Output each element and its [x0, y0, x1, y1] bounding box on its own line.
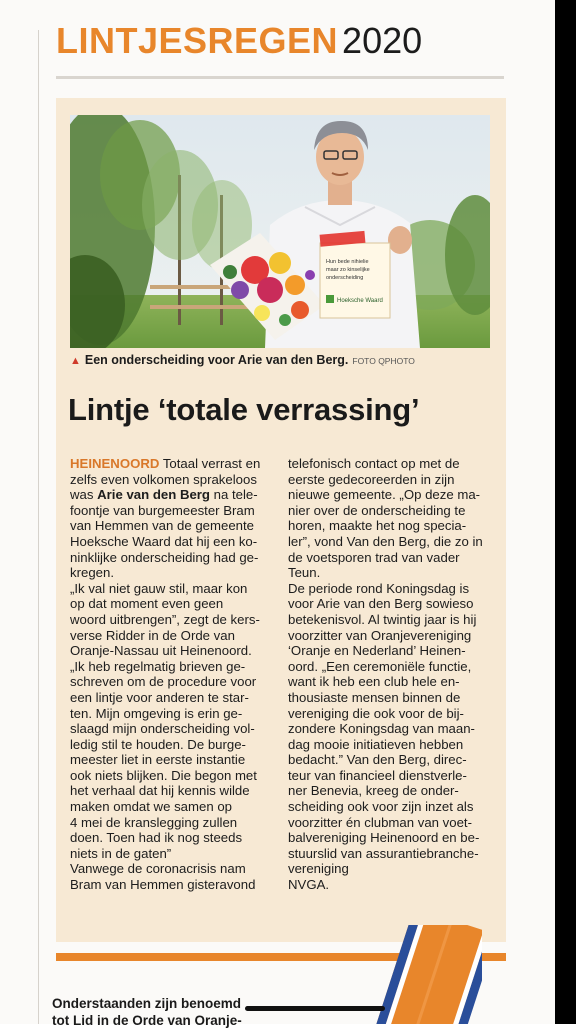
- article-text-segment: voor Arie van den Berg sowieso: [288, 596, 474, 612]
- article-line: [288, 815, 493, 831]
- article-text-segment: HEINENOORD: [70, 456, 160, 471]
- right-black-bar: [555, 0, 576, 1024]
- article-line: [288, 643, 493, 659]
- article-text-segment: zelfs even volkomen sprakeloos: [70, 471, 257, 487]
- article-line: [288, 472, 493, 488]
- column-divider: [38, 30, 39, 1024]
- article-line: [288, 503, 493, 519]
- article-text-segment: Oranje-Nassau uit Heinenoord.: [70, 643, 252, 659]
- article-column-1: [70, 456, 284, 893]
- article-line: [288, 518, 493, 534]
- article-text-segment: NVGA.: [288, 877, 330, 893]
- article-text-segment: nier over de onderscheiding te: [288, 502, 466, 518]
- article-text-segment: teur van financieel dienstverle-: [288, 767, 467, 783]
- article-text-segment: balvereniging Heinenoord en be-: [288, 830, 480, 846]
- article-line: [70, 643, 284, 659]
- article-text-segment: oord. „Een ceremoniële functie,: [288, 658, 472, 674]
- article-headline: Lintje ‘totale verrassing’: [68, 392, 420, 427]
- article-line: [70, 799, 284, 815]
- article-line: [70, 690, 284, 706]
- section-header: [56, 20, 422, 62]
- article-text-segment: schreven om de procedure voor: [70, 674, 257, 690]
- article-line: [288, 768, 493, 784]
- article-line: [288, 487, 493, 503]
- article-text-segment: „Ik heb regelmatig brieven ge-: [70, 658, 246, 674]
- article-column-2: [288, 456, 493, 893]
- article-text-segment: voorzitter van Oranjevereniging: [288, 627, 472, 643]
- article-line: [70, 550, 284, 566]
- article-line: [288, 706, 493, 722]
- article-text-segment: Teun.: [288, 565, 321, 581]
- article-text-segment: vereniging die ook voor de bij-: [288, 705, 464, 721]
- header-rule: [56, 76, 504, 79]
- article-line: [288, 612, 493, 628]
- list-intro-line-2: tot Lid in de Orde van Oranje-: [52, 1013, 242, 1028]
- article-text-segment: de voetsporen trad van vader: [288, 549, 460, 565]
- article-photo: [70, 115, 490, 348]
- article-line: [288, 752, 493, 768]
- article-text-segment: thousiaste mensen binnen de: [288, 689, 461, 705]
- photo-illustration: [70, 115, 490, 348]
- list-intro-line-1: Onderstaanden zijn benoemd: [52, 996, 242, 1011]
- article-line: [70, 830, 284, 846]
- home-indicator[interactable]: [245, 1006, 385, 1011]
- article-line: [70, 815, 284, 831]
- article-text-segment: kregen.: [70, 565, 114, 581]
- article-text-segment: ledig stil te houden. De burge-: [70, 736, 246, 752]
- article-line: [288, 799, 493, 815]
- article-line: [70, 487, 284, 503]
- article-line: [288, 830, 493, 846]
- article-line: [70, 768, 284, 784]
- header-title: LINTJESREGEN: [56, 20, 339, 61]
- photo-caption: [70, 353, 415, 367]
- article-line: [70, 877, 284, 893]
- article-text-segment: van Hemmen van de gemeente: [70, 518, 255, 534]
- caption-text: Een onderscheiding voor Arie van den Berg.: [84, 353, 349, 367]
- article-line: [70, 783, 284, 799]
- article-line: [288, 737, 493, 753]
- article-line: [288, 674, 493, 690]
- article-text-segment: Hoeksche Waard dat hij een ko-: [70, 533, 258, 549]
- caption-triangle-icon: ▲: [70, 355, 81, 367]
- article-text-segment: ten. Mijn omgeving is erin ge-: [70, 705, 243, 721]
- article-text-segment: Totaal verrast en: [159, 456, 261, 471]
- article-line: [288, 628, 493, 644]
- svg-text:Hun bede nihielie: Hun bede nihielie: [326, 259, 369, 265]
- article-text-segment: maken omdat we samen op: [70, 799, 232, 815]
- article-line: [288, 877, 493, 893]
- header-year: 2020: [342, 20, 423, 61]
- article-text-segment: zondere Koningsdag van maan-: [288, 721, 475, 737]
- svg-text:Hoeksche Waard: Hoeksche Waard: [337, 298, 383, 304]
- article-text-segment: doen. Toen had ik nog steeds: [70, 830, 243, 846]
- article-line: [288, 783, 493, 799]
- svg-text:onderscheiding: onderscheiding: [326, 275, 364, 281]
- article-text-segment: eerste gedecoreerden in zijn: [288, 471, 455, 487]
- article-line: [70, 861, 284, 877]
- article-text-segment: nieuwe gemeente. „Op deze ma-: [288, 487, 481, 503]
- article-text-segment: ‘Oranje en Nederland’ Heinen-: [288, 643, 466, 659]
- article-text-segment: De periode rond Koningsdag is: [288, 580, 470, 596]
- photo-credit: FOTO QPHOTO: [352, 356, 415, 366]
- article-text-segment: slaagd mijn onderscheiding vol-: [70, 721, 255, 737]
- article-text-segment: telefonisch contact op met de: [288, 456, 460, 471]
- article-line: [288, 861, 493, 877]
- article-line: [70, 737, 284, 753]
- article-line: [288, 690, 493, 706]
- article-line: [288, 565, 493, 581]
- article-text-segment: ner Benevia, kreeg de onder-: [288, 783, 459, 799]
- orange-ribbon-medal: [372, 925, 482, 1024]
- article-text-segment: ninklijke onderscheiding had ge-: [70, 549, 259, 565]
- article-text-segment: woord uitbrengen”, zegt de kers-: [70, 611, 260, 627]
- article-line: [70, 503, 284, 519]
- article-text-segment: want ik heb een club hele en-: [288, 674, 460, 690]
- article-line: [288, 550, 493, 566]
- article-text-segment: na tele-: [210, 487, 258, 503]
- article-line: [288, 581, 493, 597]
- article-line: [70, 846, 284, 862]
- article-text-segment: Bram van Hemmen gisteravond: [70, 877, 256, 893]
- article-text-segment: ook niets blijken. Die begon met: [70, 767, 257, 783]
- article-line: [288, 846, 493, 862]
- article-text-segment: dag mooie initiatieven hebben: [288, 736, 464, 752]
- ribbon-icon: [372, 925, 482, 1024]
- article-line: [70, 628, 284, 644]
- article-line: [288, 596, 493, 612]
- article-text-segment: horen, maakte het nog specia-: [288, 518, 467, 534]
- article-text-segment: stuurslid van assurantiebranche-: [288, 845, 479, 861]
- article-text-segment: „Ik val niet gauw stil, maar kon: [70, 580, 248, 596]
- article-line: [70, 456, 284, 472]
- svg-text:maar zo kinselijke: maar zo kinselijke: [326, 267, 370, 273]
- article-line: [70, 565, 284, 581]
- article-text-segment: bedacht.” Van den Berg, direc-: [288, 752, 467, 768]
- article-line: [288, 456, 493, 472]
- article-line: [70, 706, 284, 722]
- article-text-segment: foontje van burgemeester Bram: [70, 502, 255, 518]
- article-line: [70, 721, 284, 737]
- article-line: [70, 612, 284, 628]
- article-line: [70, 674, 284, 690]
- article-line: [288, 659, 493, 675]
- article-line: [70, 534, 284, 550]
- article-line: [70, 518, 284, 534]
- article-text-segment: scheiding ook voor zijn inzet als: [288, 799, 474, 815]
- article-text-segment: Arie van den Berg: [97, 487, 210, 503]
- article-text-segment: verse Ridder in de Orde van: [70, 627, 235, 643]
- article-text-segment: vereniging: [288, 861, 349, 877]
- article-text-segment: betekenisvol. Al twintig jaar is hij: [288, 611, 477, 627]
- article-text-segment: ler”, vond Van den Berg, die zo in: [288, 533, 483, 549]
- article-text-segment: was: [70, 487, 98, 503]
- article-text-segment: het verhaal dat hij kennis wilde: [70, 783, 250, 799]
- article-line: [70, 581, 284, 597]
- article-text-segment: voorzitter én clubman van voet-: [288, 814, 472, 830]
- article-text-segment: op dat moment even geen: [70, 596, 224, 612]
- article-line: [70, 472, 284, 488]
- article-line: [70, 752, 284, 768]
- article-line: [288, 534, 493, 550]
- article-text-segment: niets in de gaten”: [70, 845, 172, 861]
- article-line: [70, 659, 284, 675]
- article-line: [288, 721, 493, 737]
- article-text-segment: een lintje voor anderen te star-: [70, 689, 249, 705]
- article-line: [70, 596, 284, 612]
- article-text-segment: Vanwege de coronacrisis nam: [70, 861, 246, 877]
- article-text-segment: 4 mei de kranslegging zullen: [70, 814, 238, 830]
- article-text-segment: meester liet in eerste instantie: [70, 752, 246, 768]
